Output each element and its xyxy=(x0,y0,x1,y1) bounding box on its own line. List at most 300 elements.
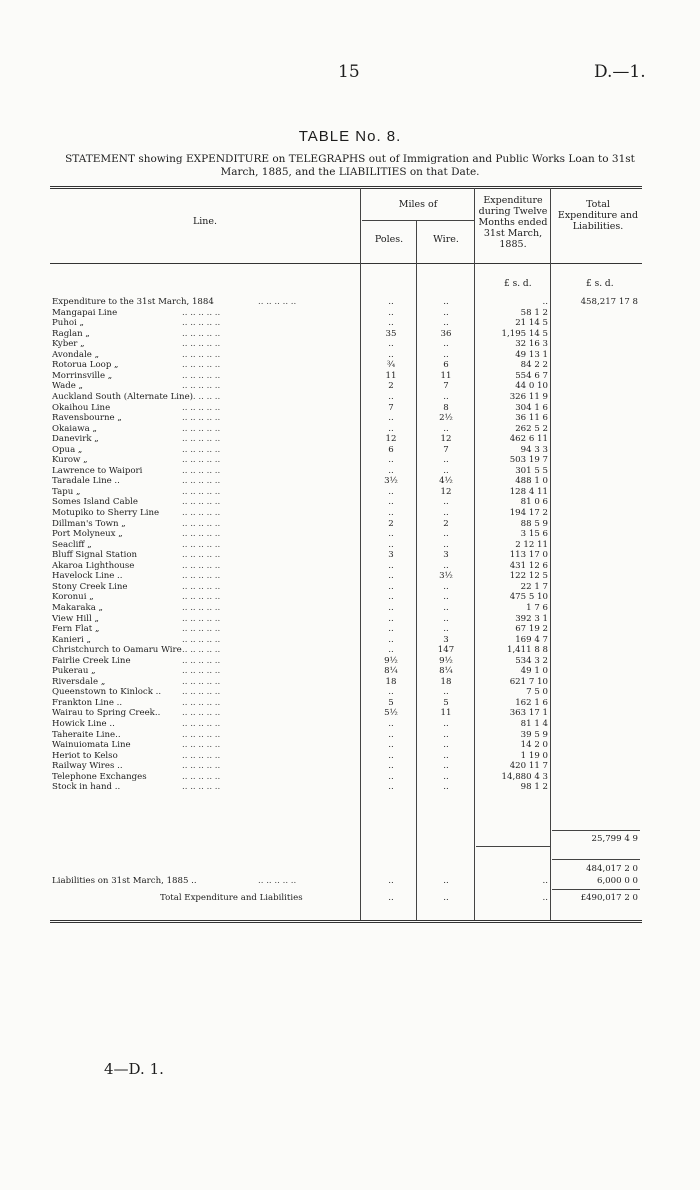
table-row xyxy=(0,708,700,718)
expenditure-value: 194 17 2 xyxy=(509,508,548,518)
poles-value: .. xyxy=(388,486,394,497)
expenditure-value: 554 6 7 xyxy=(515,370,548,381)
poles-value: .. xyxy=(388,297,394,307)
expenditure-value: 1,195 14 5 xyxy=(501,328,548,339)
wire-value: .. xyxy=(443,297,449,307)
leader-dots: .. .. .. .. .. xyxy=(182,349,221,360)
leader-dots: .. .. .. .. .. xyxy=(182,444,221,455)
poles-value: .. xyxy=(388,413,394,424)
expenditure-value: 44 0 10 xyxy=(515,381,548,392)
wire-value: 2 xyxy=(443,518,449,529)
poles-value: .. xyxy=(388,624,394,635)
subtotal-row xyxy=(0,834,700,844)
poles-value: .. xyxy=(388,761,394,772)
expenditure-value: 128 4 11 xyxy=(509,486,548,497)
poles-value: 2 xyxy=(388,381,394,392)
table-row xyxy=(0,308,700,318)
expenditure-value: 392 3 1 xyxy=(515,613,548,624)
poles-value: .. xyxy=(388,497,394,508)
wire-value: .. xyxy=(443,761,449,772)
line-name: Fairlie Creek Line xyxy=(52,655,131,666)
line-name: Expenditure to the 31st March, 1884 xyxy=(52,297,214,307)
poles-value: .. xyxy=(388,423,394,434)
wire-value: .. xyxy=(443,497,449,508)
expenditure-value: 1,411 8 8 xyxy=(506,645,548,656)
leader-dots: .. .. .. .. .. xyxy=(182,719,221,729)
table-row xyxy=(0,508,700,518)
line-name: Motupiko to Sherry Line xyxy=(52,508,160,518)
leader-dots: .. .. .. .. .. xyxy=(182,560,221,571)
expenditure-value: 169 4 7 xyxy=(515,634,548,645)
line-name: Pukerau „ xyxy=(52,666,96,677)
poles-value: ¾ xyxy=(386,360,396,371)
expenditure-value: 36 11 6 xyxy=(515,413,548,424)
expenditure-value: 67 19 2 xyxy=(515,624,548,635)
line-name: Wairau to Spring Creek.. xyxy=(52,708,161,719)
leader-dots: .. .. .. .. .. xyxy=(182,687,221,698)
leader-dots: .. .. .. .. .. xyxy=(182,634,221,645)
leader-dots: .. .. .. .. .. xyxy=(182,602,221,613)
liabilities-poles: .. xyxy=(388,876,394,886)
poles-value: 9½ xyxy=(384,655,398,666)
poles-value: .. xyxy=(388,307,394,318)
total-value: 458,217 17 8 xyxy=(580,297,638,307)
table-row xyxy=(0,339,700,349)
wire-value: .. xyxy=(443,613,449,624)
line-name: Akaroa Lighthouse xyxy=(52,560,135,571)
poles-value: .. xyxy=(388,539,394,550)
table-row xyxy=(0,424,700,434)
leader-dots: .. .. .. .. .. xyxy=(182,729,221,740)
table-row xyxy=(0,529,700,539)
grand-total-wire: .. xyxy=(443,893,449,903)
poles-value: 5 xyxy=(388,697,394,708)
expenditure-value: 7 5 0 xyxy=(526,687,548,698)
wire-value: .. xyxy=(443,423,449,434)
table-title: TABLE No. 8. xyxy=(298,128,402,145)
leader-dots: .. .. .. .. .. xyxy=(258,876,297,886)
leader-dots: .. .. .. .. .. xyxy=(182,761,221,772)
table-row xyxy=(0,434,700,444)
wire-value: .. xyxy=(443,318,449,329)
table-row xyxy=(0,360,700,370)
sum-rule-2 xyxy=(552,859,640,860)
expenditure-value: 431 12 6 xyxy=(509,560,548,571)
leader-dots: .. .. .. .. .. xyxy=(182,613,221,624)
liabilities-row xyxy=(0,876,700,886)
leader-dots: .. .. .. .. .. xyxy=(182,708,221,719)
line-name: Port Molyneux „ xyxy=(52,529,123,540)
col-header-miles-of: Miles of xyxy=(398,199,438,210)
wire-value: 2½ xyxy=(439,413,453,424)
poles-value: .. xyxy=(388,592,394,603)
table-row xyxy=(0,687,700,697)
line-name: Opua „ xyxy=(52,444,83,455)
expenditure-value: 49 13 1 xyxy=(515,349,548,360)
leader-dots: .. .. .. .. .. xyxy=(182,592,221,603)
poles-value: .. xyxy=(388,740,394,751)
line-name: Dillman's Town „ xyxy=(52,518,126,529)
wire-value: 3 xyxy=(443,634,449,645)
wire-value: .. xyxy=(443,740,449,751)
wire-value: 3 xyxy=(443,550,449,561)
leader-dots: .. .. .. .. .. xyxy=(182,318,221,329)
expenditure-value: 122 12 5 xyxy=(509,571,548,582)
leader-dots: .. .. .. .. .. xyxy=(182,771,221,782)
leader-dots: .. .. .. .. .. xyxy=(182,666,221,677)
table-row xyxy=(0,329,700,339)
poles-value: 7 xyxy=(388,402,394,413)
wire-value: .. xyxy=(443,687,449,698)
leader-dots: .. .. .. .. .. xyxy=(182,676,221,687)
wire-value: 18 xyxy=(440,676,452,687)
col-header-poles: Poles. xyxy=(374,234,404,245)
leader-dots: .. .. .. .. .. xyxy=(182,413,221,424)
line-name: Raglan „ xyxy=(52,328,90,339)
liabilities-exp: .. xyxy=(542,876,548,886)
table-row xyxy=(0,603,700,613)
table-row xyxy=(0,730,700,740)
line-name: Koronui „ xyxy=(52,592,94,603)
grand-total-label: Total Expenditure and Liabilities xyxy=(160,893,303,903)
expenditure-value: 1 7 6 xyxy=(526,602,548,613)
leader-dots: .. .. .. .. .. xyxy=(182,307,221,318)
table-row xyxy=(0,677,700,687)
wire-value: .. xyxy=(443,339,449,350)
poles-value: .. xyxy=(388,508,394,518)
table-row xyxy=(0,540,700,550)
poles-value: .. xyxy=(388,529,394,540)
table-row xyxy=(0,571,700,581)
leader-dots: .. .. .. .. .. xyxy=(182,529,221,540)
leader-dots: .. .. .. .. .. xyxy=(182,497,221,508)
wire-value: .. xyxy=(443,560,449,571)
table-row xyxy=(0,624,700,634)
expenditure-value: 22 1 7 xyxy=(520,581,548,592)
poles-value: .. xyxy=(388,729,394,740)
expenditure-value: 326 11 9 xyxy=(509,391,548,402)
poles-value: .. xyxy=(388,339,394,350)
expenditure-value: 94 3 3 xyxy=(520,444,548,455)
col-header-wire: Wire. xyxy=(433,234,459,245)
line-name: Seacliff „ xyxy=(52,539,92,550)
expenditure-value: 88 5 9 xyxy=(520,518,548,529)
wire-value: .. xyxy=(443,719,449,729)
col-header-total: Total Expenditure and Liabilities. xyxy=(557,199,639,232)
leader-dots: .. .. .. .. .. xyxy=(182,624,221,635)
table-row xyxy=(0,561,700,571)
table-row xyxy=(0,297,700,307)
wire-value: .. xyxy=(443,539,449,550)
expenditure-value: 534 3 2 xyxy=(515,655,548,666)
table-top-rule xyxy=(50,186,642,187)
line-name: View Hill „ xyxy=(52,613,99,624)
expenditure-value: 84 2 2 xyxy=(520,360,548,371)
poles-value: 8¼ xyxy=(384,666,398,677)
line-name: Telephone Exchanges xyxy=(52,771,147,782)
wire-value: 5 xyxy=(443,697,449,708)
wire-value: 7 xyxy=(443,444,449,455)
leader-dots: .. .. .. .. .. xyxy=(182,539,221,550)
expenditure-value: 462 6 11 xyxy=(509,434,548,445)
wire-value: 8¼ xyxy=(439,666,453,677)
line-name: Queenstown to Kinlock .. xyxy=(52,687,162,698)
leader-dots: .. .. .. .. .. xyxy=(182,339,221,350)
poles-value: 35 xyxy=(385,328,397,339)
line-name: Bluff Signal Station xyxy=(52,550,138,561)
leader-dots: .. .. .. .. .. xyxy=(182,697,221,708)
line-name: Taradale Line .. xyxy=(52,476,120,487)
table-row xyxy=(0,751,700,761)
table-row xyxy=(0,772,700,782)
wire-value: .. xyxy=(443,529,449,540)
poles-value: .. xyxy=(388,634,394,645)
header-bottom-rule xyxy=(50,263,642,264)
poles-value: .. xyxy=(388,613,394,624)
table-bottom-rule xyxy=(50,920,642,921)
leader-dots: .. .. .. .. .. xyxy=(182,434,221,445)
poles-value: .. xyxy=(388,581,394,592)
leader-dots: .. .. .. .. .. xyxy=(182,486,221,497)
expenditure-value: 2 12 11 xyxy=(515,539,548,550)
wire-value: 11 xyxy=(440,370,452,381)
poles-value: 11 xyxy=(385,370,397,381)
poles-value: .. xyxy=(388,645,394,656)
poles-value: .. xyxy=(388,602,394,613)
table-row xyxy=(0,445,700,455)
exp-sum-rule xyxy=(476,846,550,847)
wire-value: .. xyxy=(443,624,449,635)
leader-dots: .. .. .. .. .. xyxy=(182,476,221,487)
wire-value: .. xyxy=(443,729,449,740)
table-row xyxy=(0,550,700,560)
leader-dots: .. .. .. .. .. xyxy=(182,370,221,381)
poles-value: .. xyxy=(388,571,394,582)
wire-value: .. xyxy=(443,750,449,761)
wire-value: 9½ xyxy=(439,655,453,666)
poles-value: .. xyxy=(388,771,394,782)
poles-value: .. xyxy=(388,391,394,402)
line-name: Wade „ xyxy=(52,381,83,392)
table-row xyxy=(0,497,700,507)
table-top-rule-2 xyxy=(50,188,642,189)
expenditure-value: 475 5 10 xyxy=(509,592,548,603)
expenditure-value: 49 1 0 xyxy=(520,666,548,677)
poles-value: 3½ xyxy=(384,476,398,487)
wire-value: .. xyxy=(443,465,449,476)
expenditure-value: 503 19 7 xyxy=(509,455,548,466)
poles-value: 18 xyxy=(385,676,397,687)
leader-dots: .. .. .. .. .. xyxy=(182,508,221,518)
line-name: Stock in hand .. xyxy=(52,782,121,793)
wire-value: .. xyxy=(443,771,449,782)
line-name: Lawrence to Waipori xyxy=(52,465,143,476)
expenditure-value: 1 19 0 xyxy=(520,750,548,761)
line-name: Stony Creek Line xyxy=(52,581,128,592)
wire-value: 4½ xyxy=(439,476,453,487)
leader-dots: .. .. .. .. .. xyxy=(182,465,221,476)
miles-of-rule xyxy=(362,220,474,221)
expenditure-value: 58 1 2 xyxy=(520,307,548,318)
expenditure-value: 21 14 5 xyxy=(515,318,548,329)
expenditure-value: 14,880 4 3 xyxy=(501,771,548,782)
table-row xyxy=(0,761,700,771)
poles-value: 3 xyxy=(388,550,394,561)
page-number: 15 xyxy=(338,62,360,82)
line-name: Danevirk „ xyxy=(52,434,99,445)
line-name: Puhoi „ xyxy=(52,318,84,329)
liabilities-label: Liabilities on 31st March, 1885 .. xyxy=(52,876,197,886)
wire-value: 6 xyxy=(443,360,449,371)
poles-value: .. xyxy=(388,782,394,793)
wire-value: 12 xyxy=(440,486,452,497)
wire-value: 7 xyxy=(443,381,449,392)
wire-value: .. xyxy=(443,592,449,603)
leader-dots: .. .. .. .. .. xyxy=(182,782,221,793)
leader-dots: .. .. .. .. .. xyxy=(258,297,297,307)
poles-value: 5½ xyxy=(384,708,398,719)
poles-value: .. xyxy=(388,560,394,571)
leader-dots: .. .. .. .. .. xyxy=(182,571,221,582)
line-name: Makaraka „ xyxy=(52,602,104,613)
line-name: Rotorua Loop „ xyxy=(52,360,119,371)
sum-value: 484,017 2 0 xyxy=(586,864,638,874)
line-name: Auckland South (Alternate Line) xyxy=(52,391,194,402)
wire-value: .. xyxy=(443,508,449,518)
line-name: Taheraite Line.. xyxy=(52,729,121,740)
expenditure-value: 39 5 9 xyxy=(520,729,548,740)
wire-value: 147 xyxy=(437,645,455,656)
line-name: Okaihou Line xyxy=(52,402,111,413)
leader-dots: .. .. .. .. .. xyxy=(182,455,221,466)
table-bottom-rule-2 xyxy=(50,922,642,923)
table-row xyxy=(0,645,700,655)
col-header-expenditure: Expenditure during Twelve Months ended 31st March, 1885. xyxy=(478,195,548,250)
leader-dots: .. .. .. .. .. xyxy=(182,750,221,761)
grand-total-exp: .. xyxy=(542,893,548,903)
expenditure-value: 81 0 6 xyxy=(520,497,548,508)
expenditure-value: 162 1 6 xyxy=(515,697,548,708)
table-row xyxy=(0,698,700,708)
poles-value: .. xyxy=(388,349,394,360)
line-name: Somes Island Cable xyxy=(52,497,138,508)
expenditure-value: 488 1 0 xyxy=(515,476,548,487)
line-name: Avondale „ xyxy=(52,349,100,360)
table-row xyxy=(0,635,700,645)
line-name: Frankton Line .. xyxy=(52,697,123,708)
grand-total-value: £490,017 2 0 xyxy=(580,893,638,903)
table-row xyxy=(0,392,700,402)
expenditure-value: 3 15 6 xyxy=(520,529,548,540)
line-name: Railway Wires .. xyxy=(52,761,123,772)
wire-value: .. xyxy=(443,455,449,466)
line-name: Mangapai Line xyxy=(52,307,118,318)
table-row xyxy=(0,519,700,529)
leader-dots: .. .. .. .. .. xyxy=(182,645,221,656)
poles-value: .. xyxy=(388,719,394,729)
poles-value: 12 xyxy=(385,434,397,445)
leader-dots: .. .. .. .. .. xyxy=(182,518,221,529)
table-row xyxy=(0,381,700,391)
table-row xyxy=(0,476,700,486)
wire-value: .. xyxy=(443,602,449,613)
leader-dots: .. .. .. .. .. xyxy=(182,655,221,666)
wire-value: 36 xyxy=(440,328,452,339)
expenditure-value: 98 1 2 xyxy=(520,782,548,793)
expenditure-value: 32 16 3 xyxy=(515,339,548,350)
expenditure-value: 81 1 4 xyxy=(520,719,548,729)
footer-signature: 4—D. 1. xyxy=(104,1060,164,1078)
expenditure-value: 262 5 2 xyxy=(515,423,548,434)
document-code: D.—1. xyxy=(594,62,646,82)
wire-value: .. xyxy=(443,307,449,318)
table-row xyxy=(0,466,700,476)
line-name: Morrinsville „ xyxy=(52,370,113,381)
leader-dots: .. .. .. .. .. xyxy=(182,550,221,561)
line-name: Heriot to Kelso xyxy=(52,750,118,761)
line-name: Kanieri „ xyxy=(52,634,91,645)
line-name: Wainuiomata Line xyxy=(52,740,131,751)
wire-value: .. xyxy=(443,391,449,402)
expenditure-value: 113 17 0 xyxy=(509,550,548,561)
line-name: Fern Flat „ xyxy=(52,624,100,635)
table-row xyxy=(0,592,700,602)
grand-total-rule xyxy=(552,889,640,890)
table-row xyxy=(0,719,700,729)
wire-value: .. xyxy=(443,349,449,360)
line-name: Kurow „ xyxy=(52,455,88,466)
subtotal-value: 25,799 4 9 xyxy=(591,834,638,844)
table-row xyxy=(0,403,700,413)
line-name: Riversdale „ xyxy=(52,676,106,687)
table-row xyxy=(0,614,700,624)
table-row xyxy=(0,656,700,666)
wire-value: 3½ xyxy=(439,571,453,582)
grand-total-row xyxy=(0,893,700,903)
table-row xyxy=(0,582,700,592)
sum-row xyxy=(0,864,700,874)
table-subtitle: STATEMENT showing EXPENDITURE on TELEGRAPHS out of Immigration and Public Works Loan to 31st March, 1885, and the LIABILITIES on that Date. xyxy=(65,153,635,178)
exp-unit-label: £ s. d. xyxy=(504,279,532,289)
expenditure-value: 304 1 6 xyxy=(515,402,548,413)
poles-value: .. xyxy=(388,750,394,761)
expenditure-value: 621 7 10 xyxy=(509,676,548,687)
line-name: Tapu „ xyxy=(52,486,81,497)
expenditure-value: 363 17 1 xyxy=(509,708,548,719)
table-row xyxy=(0,782,700,792)
leader-dots: .. .. .. .. .. xyxy=(182,360,221,371)
poles-value: .. xyxy=(388,318,394,329)
line-name: Havelock Line .. xyxy=(52,571,123,582)
table-row xyxy=(0,740,700,750)
poles-value: 2 xyxy=(388,518,394,529)
leader-dots: .. .. .. .. .. xyxy=(182,581,221,592)
liabilities-total: 6,000 0 0 xyxy=(596,876,638,886)
expenditure-value: 420 11 7 xyxy=(509,761,548,772)
expenditure-value: 301 5 5 xyxy=(515,465,548,476)
poles-value: .. xyxy=(388,455,394,466)
wire-value: .. xyxy=(443,782,449,793)
poles-value: .. xyxy=(388,465,394,476)
leader-dots: .. .. .. .. .. xyxy=(182,740,221,751)
expenditure-value: .. xyxy=(542,297,548,307)
table-row xyxy=(0,455,700,465)
table-row xyxy=(0,413,700,423)
leader-dots: .. .. .. .. .. xyxy=(182,423,221,434)
leader-dots: .. .. .. .. .. xyxy=(182,328,221,339)
grand-total-poles: .. xyxy=(388,893,394,903)
line-name: Okaiawa „ xyxy=(52,423,97,434)
